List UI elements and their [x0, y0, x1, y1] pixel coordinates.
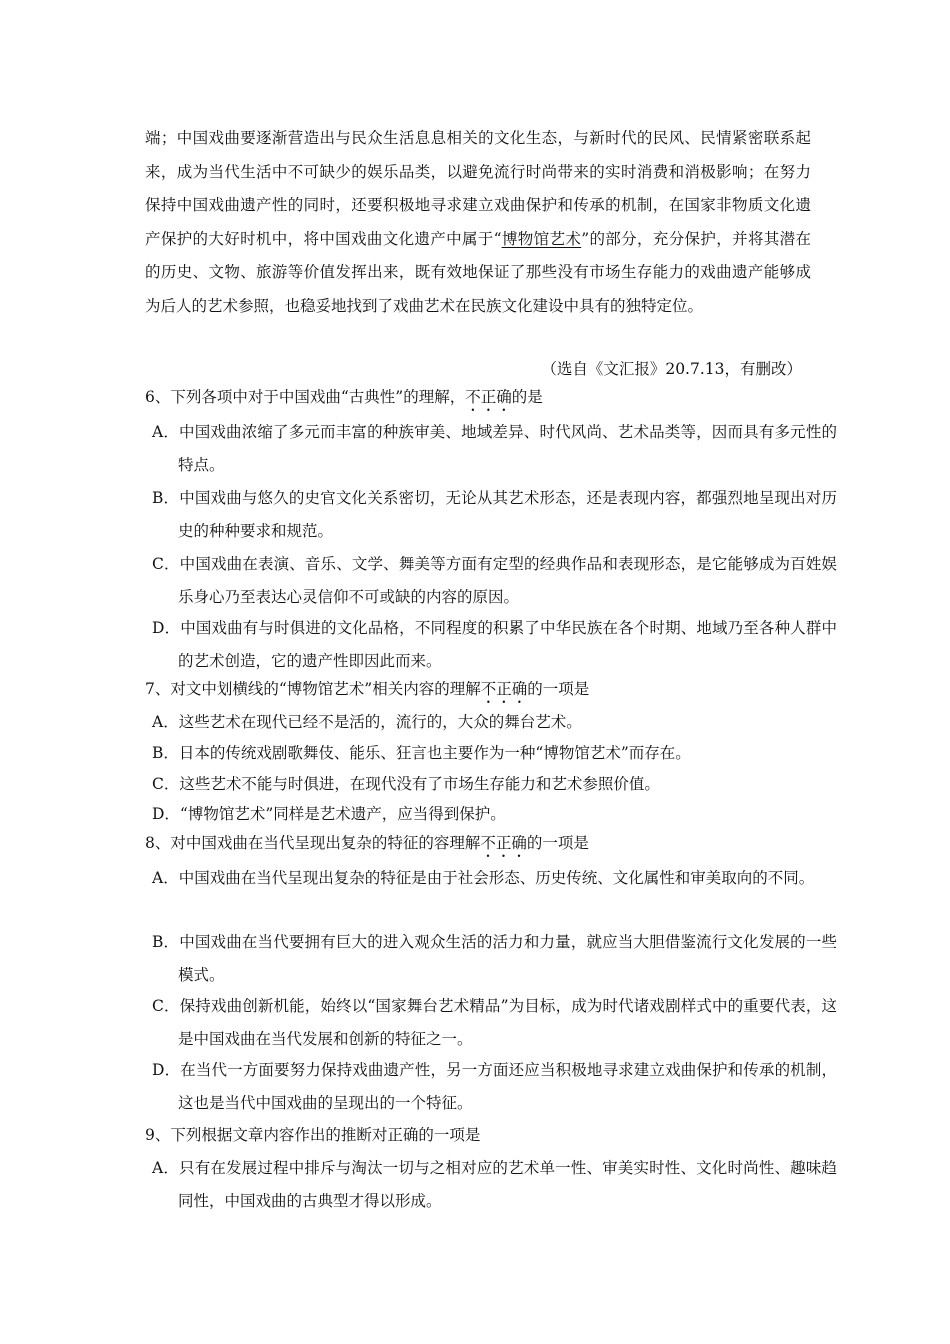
- question-8-option-d: D．在当代一方面要努力保持戏曲遗产性，另一方面还应当积极地寻求建立戏曲保护和传承的机制，这也是当代中国戏曲的呈现出的一个特征。: [152, 1061, 837, 1112]
- question-6-option-b: B．中国戏曲与悠久的史官文化关系密切，无论从其艺术形态，还是表现内容，都强烈地呈现出对历史的种种要求和规范。: [152, 489, 837, 540]
- passage-paragraph: [145, 122, 811, 323]
- underlined-term: 博物馆艺术: [501, 229, 582, 248]
- question-7-option-d: D．“博物馆艺术”同样是艺术遗产，应当得到保护。: [152, 805, 506, 823]
- question-9-stem: 9、下列根据文章内容作出的推断对正确的一项是: [145, 1126, 481, 1144]
- question-7-option-b: B．日本的传统戏剧歌舞伎、能乐、狂言也主要作为一种“博物馆艺术”而存在。: [152, 744, 691, 762]
- passage-text-after: ”的部分，充分保护，并将其潜在的历史、文物、旅游等价值发挥出来，既有效地保证了那些没有市场生存能力的戏曲遗产能够成为后人的艺术参照，也稳妥地找到了戏曲艺术在民族文化建设中具有的独特定位。: [145, 229, 811, 315]
- emphasis-marks: 不正确: [465, 388, 512, 406]
- question-8-option-a: A．中国戏曲在当代呈现出复杂的特征是由于社会形态、历史传统、文化属性和审美取向的不同。: [152, 869, 815, 887]
- question-6-stem: 6、下列各项中对于中国戏曲“古典性”的理解，不正确的是: [145, 388, 543, 406]
- question-9-option-a: A．只有在发展过程中排斥与淘汰一切与之相对应的艺术单一性、审美实时性、文化时尚性、趣味趋同性，中国戏曲的古典型才得以形成。: [152, 1159, 837, 1210]
- question-7-stem: 7、对文中划横线的“博物馆艺术”相关内容的理解不正确的一项是: [145, 680, 590, 698]
- question-8-option-b: B．中国戏曲在当代要拥有巨大的进入观众生活的活力和力量，就应当大胆借鉴流行文化发展的一些模式。: [152, 933, 837, 984]
- emphasis-marks: 不正确: [480, 834, 527, 852]
- question-7-option-a: A．这些艺术在现代已经不是活的，流行的，大众的舞台艺术。: [152, 713, 582, 731]
- question-8-option-c: C．保持戏曲创新机能，始终以“国家舞台艺术精品”为目标，成为时代诸戏剧样式中的重要代表，这是中国戏曲在当代发展和创新的特征之一。: [152, 997, 837, 1048]
- emphasis-marks: 不正确: [480, 680, 528, 698]
- question-6-option-c: C．中国戏曲在表演、音乐、文学、舞美等方面有定型的经典作品和表现形态，是它能够成为百姓娱乐身心乃至表达心灵信仰不可或缺的内容的原因。: [152, 555, 837, 606]
- question-7-option-c: C．这些艺术不能与时俱进，在现代没有了市场生存能力和艺术参照价值。: [152, 775, 660, 793]
- question-8-stem: 8、对中国戏曲在当代呈现出复杂的特征的容理解不正确的一项是: [145, 834, 589, 852]
- passage-text-before: 端；中国戏曲要逐渐营造出与民众生活息息相关的文化生态，与新时代的民风、民情紧密联系起来，成为当代生活中不可缺少的娱乐品类，以避免流行时尚带来的实时消费和消极影响；在努力保持中国戏曲遗产性的同时，还要积极地寻求建立戏曲保护和传承的机制，在国家非物质文化遗产保护的大好时机中，将中国戏曲文化遗产中属于“: [145, 129, 811, 248]
- source-citation: （选自《文汇报》20.7.13，有删改）: [541, 360, 802, 378]
- question-6-option-a: A．中国戏曲浓缩了多元而丰富的种族审美、地域差异、时代风尚、艺术品类等，因而具有多元性的特点。: [152, 423, 837, 474]
- question-6-option-d: D．中国戏曲有与时俱进的文化品格，不同程度的积累了中华民族在各个时期、地域乃至各种人群中的艺术创造，它的遗产性即因此而来。: [152, 619, 837, 670]
